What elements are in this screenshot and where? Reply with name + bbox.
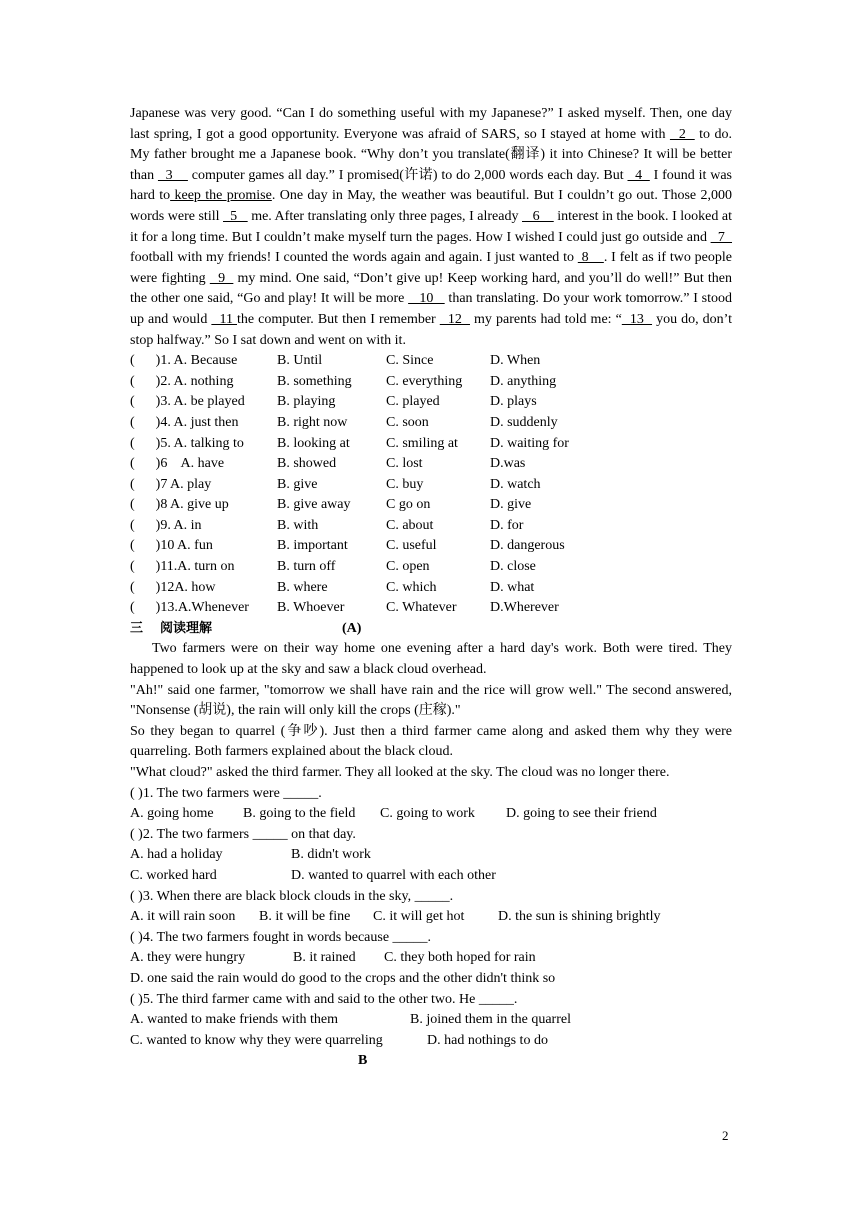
option-row (130, 804, 732, 825)
option-row (130, 1031, 732, 1052)
blank-5: 5 (223, 208, 248, 224)
option: C. lost (386, 456, 423, 472)
cloze-question-row (130, 495, 732, 516)
option-row: D. one said the rain would do good to the crops and the other didn't think so (130, 970, 556, 986)
question-stem: ( )12A. how (130, 579, 216, 595)
question-stem: ( )4. A. just then (130, 414, 239, 430)
blank-8: 8 (577, 250, 604, 266)
passage-text: I found it was hard to (130, 167, 732, 204)
page-number: 2 (722, 1128, 729, 1143)
option: A. wanted to make friends with them (130, 1012, 339, 1028)
reading-paragraph: "Ah!" said one farmer, "tomorrow we shall have rain and the rice will grow well." The second answered, "Nonsense (胡说), the rain will only kill the crops (庄稼)." (130, 682, 732, 719)
option: C. useful (386, 538, 437, 554)
option: C go on (386, 497, 431, 513)
passage-text: computer games all day.” I promised(许诺) to do 2,000 words each day. But (187, 167, 628, 183)
option: C. it will get hot (373, 909, 465, 925)
option: C. going to work (380, 806, 475, 822)
option: D. watch (490, 476, 541, 492)
option: C. open (386, 559, 430, 575)
option: B. where (277, 579, 328, 595)
blank-7: 7 (710, 229, 733, 245)
question-stem: ( )9. A. in (130, 517, 202, 533)
option: B. joined them in the quarrel (410, 1012, 571, 1028)
blank-4: 4 (627, 167, 650, 183)
blank-11: 11 (211, 311, 238, 327)
option: B. playing (277, 394, 336, 410)
cloze-question-row (130, 475, 732, 496)
question-stem: ( )6 A. have (130, 456, 225, 472)
passage-text: you do, don’t stop halfway.” So I sat down and went on with it. (130, 311, 732, 348)
option: B. showed (277, 456, 337, 472)
blank-13: 13 (621, 311, 653, 327)
reading-paragraph: "What cloud?" asked the third farmer. They all looked at the sky. The cloud was no longer there. (130, 765, 670, 780)
option: C. worked hard (130, 867, 217, 883)
option: B. it will be fine (259, 909, 351, 925)
passage-text: my mind. One said, “Don’t give up! Keep working hard, and you’ll do well!” But then the other one said, “Go and play! It will be more (130, 270, 733, 307)
cloze-question-row (130, 578, 732, 599)
cloze-question-row (130, 454, 732, 475)
option: C. Whatever (386, 600, 457, 616)
blank-3: 3 (157, 167, 188, 183)
option: B. going to the field (243, 806, 356, 822)
option: D. dangerous (490, 538, 565, 554)
passage-text: Japanese was very good. “Can I do something useful with my Japanese?” I asked myself. Then, one day last spring, I got a good opportunity. Everyone was afraid of SARS, so I stayed at home with (130, 106, 732, 142)
cloze-question-row (130, 372, 732, 393)
page-content (130, 104, 732, 1072)
cloze-question-list (130, 351, 732, 619)
question-stem: ( )2. The two farmers _____ on that day. (130, 826, 356, 842)
passage-text: to do. My father brought me a Japanese book. “Why don’t you translate(翻译) it into Chinese? It will be better than (130, 126, 733, 183)
reading-paragraph: Two farmers were on their way home one evening after a hard day's work. Both were tired. They happened to look up at the sky and saw a black cloud overhead. (130, 641, 732, 678)
question-stem: ( )5. A. talking to (130, 435, 244, 451)
cloze-question-row (130, 351, 732, 372)
question-stem: ( )10 A. fun (130, 538, 213, 554)
option: D. going to see their friend (506, 806, 657, 822)
option: C. which (386, 579, 437, 595)
option: A. it will rain soon (130, 909, 236, 925)
cloze-question-row (130, 434, 732, 455)
option: D.was (490, 456, 526, 472)
cloze-question-row (130, 557, 732, 578)
cloze-question-row (130, 516, 732, 537)
option: D. wanted to quarrel with each other (291, 867, 496, 883)
option: C. Since (386, 353, 434, 369)
option: B. turn off (277, 559, 336, 575)
option: C. buy (386, 476, 424, 492)
cloze-question-row (130, 536, 732, 557)
cloze-passage (130, 104, 732, 351)
option: C. they both hoped for rain (384, 950, 536, 966)
option: B. didn't work (291, 847, 371, 863)
option: B. Whoever (277, 600, 345, 616)
passage-text: me. After translating only three pages, I already (247, 208, 523, 224)
blank-12: 12 (439, 311, 470, 327)
blank-6: 6 (522, 208, 554, 224)
option: D. close (490, 559, 536, 575)
option-row (130, 907, 732, 928)
option: C. everything (386, 373, 463, 389)
option: D. suddenly (490, 414, 558, 430)
option-row (130, 948, 732, 969)
question-stem: ( )11.A. turn on (130, 559, 235, 575)
option-row (130, 1010, 732, 1031)
blank-9: 9 (209, 270, 234, 286)
section-title: 阅读理解 (160, 620, 213, 636)
option: B. looking at (277, 435, 350, 451)
passage-text: interest in the book. I looked at it for a long time. But I couldn’t make myself turn the pages. How I wished I could just go outside and (130, 208, 733, 245)
option: C. wanted to know why they were quarreling (130, 1032, 383, 1048)
question-stem: ( )4. The two farmers fought in words because _____. (130, 929, 432, 945)
passage-text: than translating. Do your work tomorrow.” I stood up and would (130, 291, 733, 327)
blank-2: 2 (669, 126, 695, 142)
section-heading (130, 619, 732, 640)
option: D. When (490, 353, 541, 369)
passage-text: . One day in May, the weather was beautiful. But I couldn’t go out. Those 2,000 words were still (130, 188, 732, 224)
question-stem: ( )3. A. be played (130, 394, 245, 410)
blank-10: 10 (408, 291, 445, 307)
question-stem: ( )5. The third farmer came with and said to the other two. He _____. (130, 991, 518, 1007)
option: A. had a holiday (130, 847, 223, 863)
option: B. give (277, 476, 318, 492)
option: B. it rained (293, 950, 356, 966)
passage-text: football with my friends! I counted the words again and again. I just wanted to (130, 250, 578, 266)
option: A. they were hungry (130, 950, 246, 966)
option-row (130, 866, 732, 887)
option: C. soon (386, 414, 429, 430)
option: B. Until (277, 353, 323, 369)
section-number: 三 (130, 620, 144, 636)
question-stem: ( )2. A. nothing (130, 373, 234, 389)
question-stem: ( )13.A.Whenever (130, 600, 249, 616)
option: D. give (490, 497, 532, 513)
passage-text: my parents had told me: “ (469, 311, 622, 327)
option: C. about (386, 517, 434, 533)
option-row (130, 845, 732, 866)
cloze-question-row (130, 598, 732, 619)
reading-paragraph: So they began to quarrel (争吵). Just then a third farmer came along and asked them why they were quarreling. Both farmers explained about the black cloud. (130, 723, 732, 760)
passage-text: . I felt as if two people were fighting (130, 250, 733, 286)
option: B. with (277, 517, 319, 533)
option: B. something (277, 373, 352, 389)
option: D. waiting for (490, 435, 569, 451)
option: C. played (386, 394, 440, 410)
option: D. what (490, 579, 535, 595)
question-stem: ( )3. When there are black block clouds in the sky, _____. (130, 888, 454, 904)
question-stem: ( )1. A. Because (130, 353, 238, 369)
option: D. had nothings to do (427, 1032, 548, 1048)
option: C. smiling at (386, 435, 458, 451)
option: D.Wherever (490, 600, 559, 616)
option: B. important (277, 538, 348, 554)
cloze-question-row (130, 413, 732, 434)
question-stem: ( )7 A. play (130, 476, 212, 492)
question-stem: ( )1. The two farmers were _____. (130, 785, 322, 801)
option: D. plays (490, 394, 537, 410)
option: D. anything (490, 373, 557, 389)
part-a-label: (A) (342, 620, 362, 636)
option: D. the sun is shining brightly (498, 909, 661, 925)
cloze-question-row (130, 392, 732, 413)
passage-text: the computer. But then I remember (237, 311, 440, 327)
question-stem: ( )8 A. give up (130, 497, 229, 513)
option: B. give away (277, 497, 351, 513)
underlined-phrase: keep the promise (170, 188, 272, 204)
option: B. right now (277, 414, 348, 430)
option: A. going home (130, 806, 214, 822)
option: D. for (490, 517, 524, 533)
part-b-label: B (358, 1053, 368, 1069)
